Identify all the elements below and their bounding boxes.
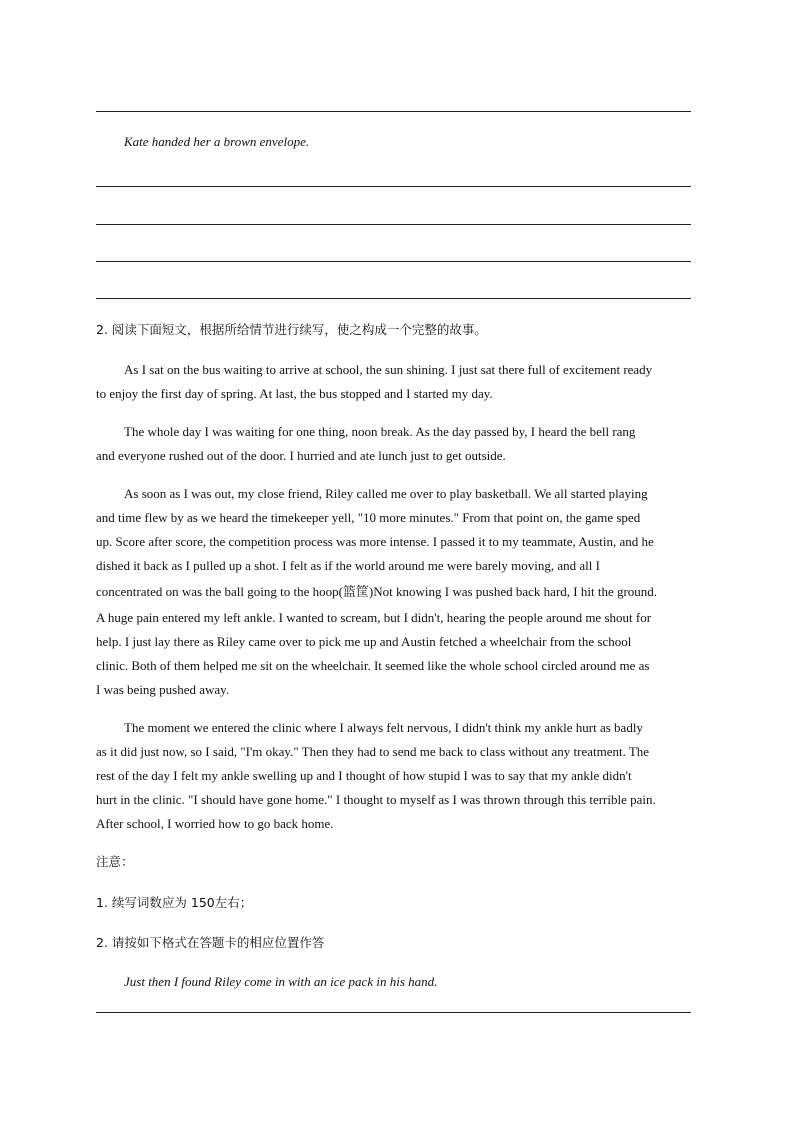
answer-line bbox=[96, 1012, 691, 1013]
prompt-line-2: Just then I found Riley come in with an ice pack in his hand. bbox=[124, 974, 438, 989]
note-item-1: 1. 续写词数应为 150左右； bbox=[96, 895, 253, 910]
note-item-2: 2. 请按如下格式在答题卡的相应位置作答 bbox=[96, 935, 325, 950]
answer-line bbox=[96, 261, 691, 262]
answer-line bbox=[96, 224, 691, 225]
paragraph-4-line-2: as it did just now, so I said, "I'm okay." Then they had to send me back to class without any treatment. The bbox=[96, 744, 650, 759]
paragraph-2-line-1: The whole day I was waiting for one thing, noon break. As the day passed by, I heard the bell rang bbox=[124, 424, 636, 439]
paragraph-3-line-1: As soon as I was out, my close friend, Riley called me over to play basketball. We all started playing bbox=[124, 486, 648, 501]
answer-line bbox=[96, 186, 691, 187]
answer-line bbox=[96, 298, 691, 299]
paragraph-3-line-2: and time flew by as we heard the timekeeper yell, "10 more minutes." From that point on, the game sped bbox=[96, 510, 641, 525]
paragraph-4-line-4: hurt in the clinic. "I should have gone home." I thought to myself as I was thrown through this terrible pain. bbox=[96, 792, 656, 807]
paragraph-3-line-8: clinic. Both of them helped me sit on the wheelchair. It seemed like the whole school circled around me as bbox=[96, 658, 650, 673]
note-label: 注意： bbox=[96, 854, 134, 869]
paragraph-1-line-2: to enjoy the first day of spring. At last, the bus stopped and I started my day. bbox=[96, 386, 493, 401]
paragraph-2-line-2: and everyone rushed out of the door. I hurried and ate lunch just to get outside. bbox=[96, 448, 506, 463]
question-heading: 2. 阅读下面短文，根据所给情节进行续写，使之构成一个完整的故事。 bbox=[96, 322, 487, 337]
paragraph-3-line-4: dished it back as I pulled up a shot. I felt as if the world around me were barely moving, and all I bbox=[96, 558, 600, 573]
paragraph-1-line-1: As I sat on the bus waiting to arrive at school, the sun shining. I just sat there full of excitement ready bbox=[124, 362, 653, 377]
paragraph-3-line-7: help. I just lay there as Riley came over to pick me up and Austin fetched a wheelchair from the school bbox=[96, 634, 632, 649]
answer-line bbox=[96, 111, 691, 112]
paragraph-4-line-5: After school, I worried how to go back home. bbox=[96, 816, 334, 831]
paragraph-3-line-5: concentrated on was the ball going to the hoop(篮筐)Not knowing I was pushed back hard, I hit the ground. bbox=[96, 584, 658, 599]
paragraph-4-line-1: The moment we entered the clinic where I always felt nervous, I didn't think my ankle hurt as badly bbox=[124, 720, 643, 735]
paragraph-3-line-6: A huge pain entered my left ankle. I wanted to scream, but I didn't, hearing the people around me shout for bbox=[96, 610, 652, 625]
prompt-line-1: Kate handed her a brown envelope. bbox=[124, 134, 310, 149]
paragraph-4-line-3: rest of the day I felt my ankle swelling up and I thought of how stupid I was to say that my ankle didn't bbox=[96, 768, 632, 783]
paragraph-3-line-9: I was being pushed away. bbox=[96, 682, 230, 697]
paragraph-3-line-3: up. Score after score, the competition process was more intense. I passed it to my teammate, Austin, and he bbox=[96, 534, 654, 549]
